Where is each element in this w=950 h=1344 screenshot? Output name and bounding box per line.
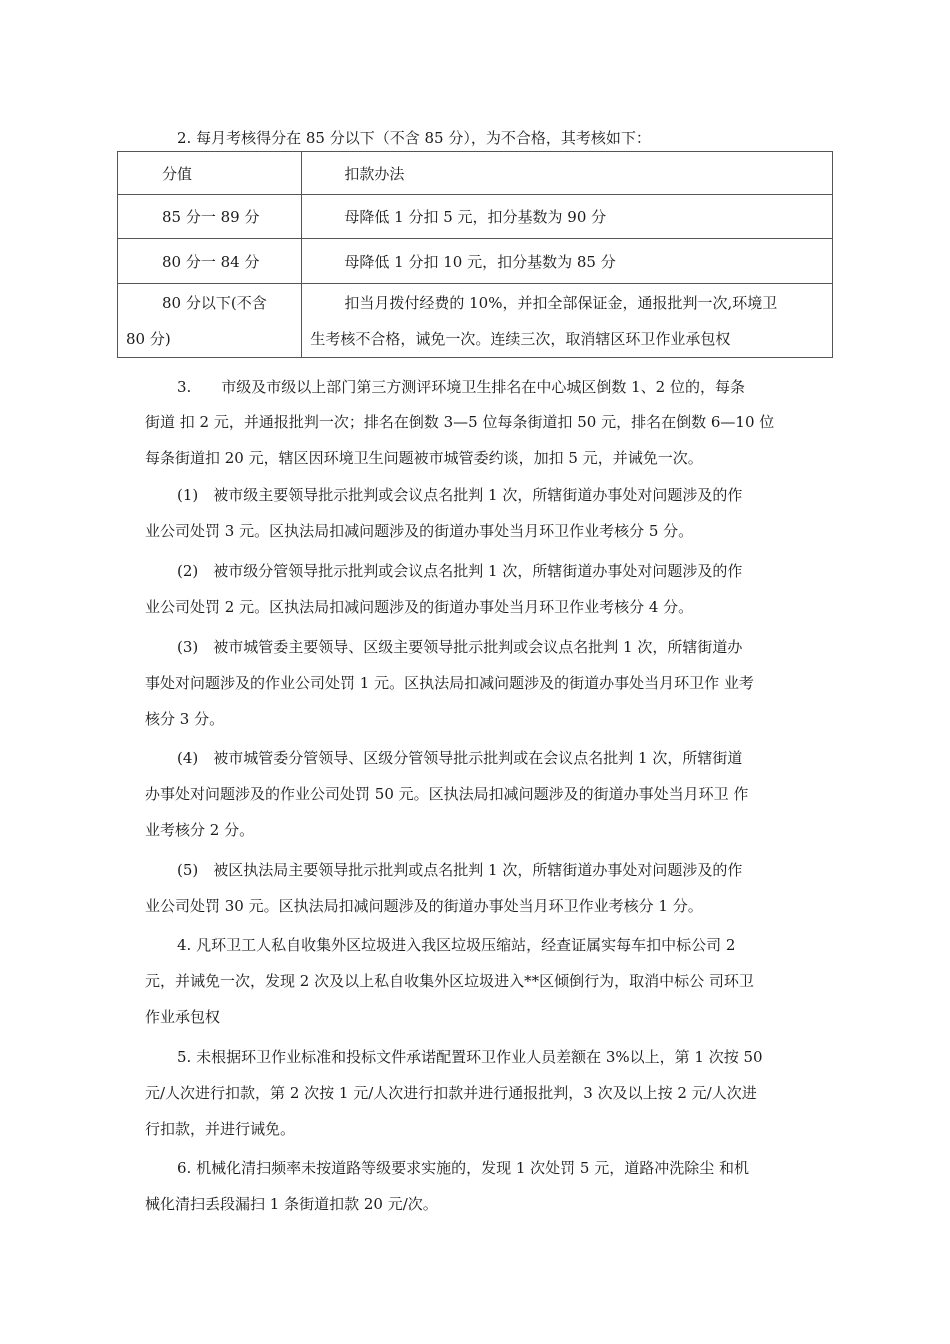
subitem-3-line: 事处对问题涉及的作业公司处罚 1 元。区执法局扣减问题涉及的街道办事处当月环卫作 业考	[145, 674, 754, 692]
score-table	[117, 151, 833, 358]
paragraph-3-line: 街道 扣 2 元，并通报批判一次；排名在倒数 3—5 位每条街道扣 50 元，排名在倒数 6—10 位	[145, 413, 775, 431]
paragraph-3-line: 3. 市级及市级以上部门第三方测评环境卫生排名在中心城区倒数 1、2 位的，每条	[177, 378, 745, 396]
subitem-3-line: (3) 被市城管委主要领导、区级主要领导批示批判或会议点名批判 1 次，所辖街道办	[177, 638, 743, 656]
subitem-2-line: 业公司处罚 2 元。区执法局扣减问题涉及的街道办事处当月环卫作业考核分 4 分。	[145, 598, 694, 616]
paragraph-4-line: 4. 凡环卫工人私自收集外区垃圾进入我区垃圾压缩站，经查证属实每车扣中标公司 2	[177, 936, 736, 954]
row-score: 85 分一 89 分	[162, 208, 260, 226]
row-score-line1: 80 分以下(不含	[162, 294, 267, 312]
subitem-3-line: 核分 3 分。	[145, 710, 225, 728]
row-score-line2: 80 分)	[126, 330, 171, 348]
subitem-4-line: (4) 被市城管委分管领导、区级分管领导批示批判或在会议点名批判 1 次，所辖街道	[177, 749, 743, 767]
row-method-line2: 生考核不合格，诫免一次。连续三次，取消辖区环卫作业承包权	[310, 330, 731, 348]
subitem-1-line: 业公司处罚 3 元。区执法局扣减问题涉及的街道办事处当月环卫作业考核分 5 分。	[145, 522, 694, 540]
paragraph-6-line: 6. 机械化清扫频率未按道路等级要求实施的，发现 1 次处罚 5 元，道路冲洗除尘 和机	[177, 1159, 750, 1177]
paragraph-6-line: 械化清扫丢段漏扫 1 条街道扣款 20 元/次。	[145, 1195, 438, 1213]
paragraph-3-line: 每条街道扣 20 元，辖区因环境卫生问题被市城管委约谈，加扣 5 元，并诫免一次。	[145, 449, 703, 467]
table-row	[118, 195, 833, 239]
table-row	[118, 239, 833, 284]
subitem-5-line: (5) 被区执法局主要领导批示批判或点名批判 1 次，所辖街道办事处对问题涉及的作	[177, 861, 743, 879]
subitem-4-line: 办事处对问题涉及的作业公司处罚 50 元。区执法局扣减问题涉及的街道办事处当月环卫 作	[145, 785, 749, 803]
paragraph-4-line: 元，并诫免一次，发现 2 次及以上私自收集外区垃圾进入**区倾倒行为，取消中标公 司环卫	[145, 972, 754, 990]
subitem-4-line: 业考核分 2 分。	[145, 821, 255, 839]
paragraph-4-line: 作业承包权	[145, 1008, 221, 1026]
intro-line: 2. 每月考核得分在 85 分以下（不含 85 分），为不合格，其考核如下：	[177, 129, 651, 147]
subitem-2-line: (2) 被市级分管领导批示批判或会议点名批判 1 次，所辖街道办事处对问题涉及的作	[177, 562, 743, 580]
row-method: 母降低 1 分扣 5 元，扣分基数为 90 分	[344, 208, 607, 226]
row-method: 母降低 1 分扣 10 元，扣分基数为 85 分	[344, 252, 616, 271]
row-method-line1: 扣当月拨付经费的 10%，并扣全部保证金，通报批判一次,环境卫	[344, 294, 778, 312]
table-header-row	[118, 152, 833, 195]
subitem-5-line: 业公司处罚 30 元。区执法局扣减问题涉及的街道办事处当月环卫作业考核分 1 分。	[145, 897, 703, 915]
header-score: 分值	[162, 164, 193, 183]
subitem-1-line: (1) 被市级主要领导批示批判或会议点名批判 1 次，所辖街道办事处对问题涉及的作	[177, 486, 743, 504]
paragraph-5-line: 行扣款，并进行诫免。	[145, 1120, 296, 1138]
row-score: 80 分一 84 分	[162, 252, 260, 271]
table-row	[118, 284, 833, 358]
paragraph-5-line: 5. 未根据环卫作业标准和投标文件承诺配置环卫作业人员差额在 3%以上，第 1 次按 50	[177, 1048, 763, 1066]
header-method: 扣款办法	[344, 164, 405, 183]
paragraph-5-line: 元/人次进行扣款，第 2 次按 1 元/人次进行扣款并进行通报批判，3 次及以上按 2 元/人次进	[145, 1084, 757, 1102]
